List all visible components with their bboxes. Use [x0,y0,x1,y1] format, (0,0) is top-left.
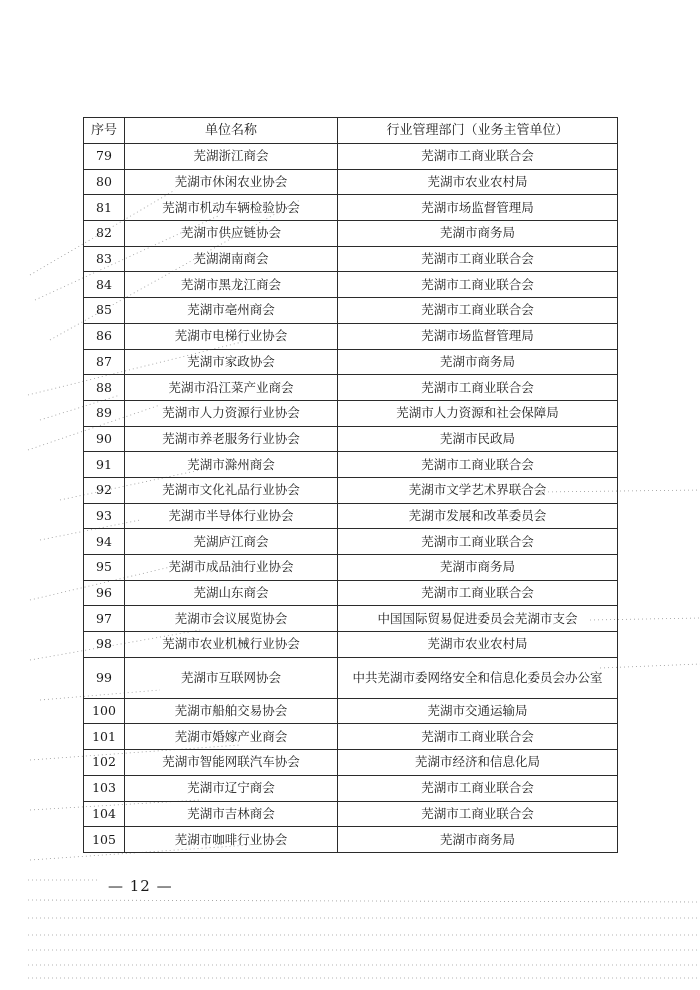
cell-serial-number: 105 [84,827,125,853]
cell-serial-number: 89 [84,400,125,426]
cell-supervising-department: 芜湖市工商业联合会 [338,529,618,555]
cell-serial-number: 81 [84,195,125,221]
table-row [84,400,618,426]
table-body [84,144,618,853]
cell-serial-number: 85 [84,298,125,324]
table-row [84,169,618,195]
table-row [84,452,618,478]
cell-serial-number: 103 [84,775,125,801]
table-row [84,606,618,632]
cell-organization-name: 芜湖市农业机械行业协会 [125,632,338,658]
cell-serial-number: 91 [84,452,125,478]
cell-supervising-department: 芜湖市工商业联合会 [338,298,618,324]
table-row [84,580,618,606]
cell-serial-number: 99 [84,657,125,698]
cell-serial-number: 102 [84,750,125,776]
cell-supervising-department: 芜湖市工商业联合会 [338,724,618,750]
table-row [84,555,618,581]
cell-serial-number: 80 [84,169,125,195]
table-row [84,246,618,272]
cell-organization-name: 芜湖市智能网联汽车协会 [125,750,338,776]
table-row [84,323,618,349]
cell-serial-number: 79 [84,144,125,170]
cell-organization-name: 芜湖市滁州商会 [125,452,338,478]
cell-supervising-department: 芜湖市民政局 [338,426,618,452]
cell-supervising-department: 芜湖市商务局 [338,827,618,853]
table-row [84,750,618,776]
cell-organization-name: 芜湖市咖啡行业协会 [125,827,338,853]
cell-organization-name: 芜湖市辽宁商会 [125,775,338,801]
header-organization-name: 单位名称 [125,118,338,144]
table-row [84,221,618,247]
cell-serial-number: 100 [84,698,125,724]
cell-organization-name: 芜湖市机动车辆检验协会 [125,195,338,221]
table-row [84,195,618,221]
cell-supervising-department: 芜湖市交通运输局 [338,698,618,724]
cell-serial-number: 93 [84,503,125,529]
table-row [84,698,618,724]
cell-supervising-department: 芜湖市人力资源和社会保障局 [338,400,618,426]
table-row [84,477,618,503]
cell-supervising-department: 芜湖市农业农村局 [338,632,618,658]
cell-supervising-department: 芜湖市发展和改革委员会 [338,503,618,529]
table-header-row [84,118,618,144]
table-row [84,503,618,529]
cell-organization-name: 芜湖市沿江菜产业商会 [125,375,338,401]
cell-serial-number: 101 [84,724,125,750]
cell-supervising-department: 芜湖市商务局 [338,555,618,581]
table-row [84,529,618,555]
cell-organization-name: 芜湖市文化礼品行业协会 [125,477,338,503]
cell-organization-name: 芜湖市家政协会 [125,349,338,375]
cell-supervising-department: 芜湖市文学艺术界联合会 [338,477,618,503]
cell-serial-number: 84 [84,272,125,298]
cell-supervising-department: 芜湖市工商业联合会 [338,580,618,606]
cell-supervising-department: 芜湖市商务局 [338,221,618,247]
table-row [84,657,618,698]
cell-organization-name: 芜湖市互联网协会 [125,657,338,698]
header-supervising-department: 行业管理部门（业务主管单位） [338,118,618,144]
cell-serial-number: 95 [84,555,125,581]
cell-serial-number: 98 [84,632,125,658]
table-row [84,426,618,452]
cell-serial-number: 94 [84,529,125,555]
cell-organization-name: 芜湖市半导体行业协会 [125,503,338,529]
cell-supervising-department: 芜湖市商务局 [338,349,618,375]
cell-organization-name: 芜湖浙江商会 [125,144,338,170]
cell-organization-name: 芜湖市会议展览协会 [125,606,338,632]
table-row [84,272,618,298]
cell-supervising-department: 芜湖市场监督管理局 [338,195,618,221]
organization-table [83,117,618,853]
cell-supervising-department: 芜湖市工商业联合会 [338,775,618,801]
cell-organization-name: 芜湖市船舶交易协会 [125,698,338,724]
cell-serial-number: 87 [84,349,125,375]
cell-organization-name: 芜湖市亳州商会 [125,298,338,324]
cell-serial-number: 97 [84,606,125,632]
cell-supervising-department: 芜湖市工商业联合会 [338,375,618,401]
cell-supervising-department: 中国国际贸易促进委员会芜湖市支会 [338,606,618,632]
cell-organization-name: 芜湖市成品油行业协会 [125,555,338,581]
cell-organization-name: 芜湖市吉林商会 [125,801,338,827]
cell-organization-name: 芜湖市人力资源行业协会 [125,400,338,426]
table-row [84,827,618,853]
cell-supervising-department: 芜湖市农业农村局 [338,169,618,195]
cell-organization-name: 芜湖市供应链协会 [125,221,338,247]
table-row [84,144,618,170]
cell-organization-name: 芜湖湖南商会 [125,246,338,272]
cell-organization-name: 芜湖市养老服务行业协会 [125,426,338,452]
cell-serial-number: 82 [84,221,125,247]
cell-organization-name: 芜湖市婚嫁产业商会 [125,724,338,750]
cell-supervising-department: 芜湖市工商业联合会 [338,272,618,298]
cell-serial-number: 96 [84,580,125,606]
cell-supervising-department: 芜湖市工商业联合会 [338,144,618,170]
cell-serial-number: 83 [84,246,125,272]
cell-supervising-department: 芜湖市经济和信息化局 [338,750,618,776]
table-row [84,775,618,801]
table-row [84,349,618,375]
table-row [84,298,618,324]
cell-serial-number: 90 [84,426,125,452]
cell-organization-name: 芜湖市休闲农业协会 [125,169,338,195]
cell-serial-number: 104 [84,801,125,827]
cell-organization-name: 芜湖山东商会 [125,580,338,606]
cell-organization-name: 芜湖庐江商会 [125,529,338,555]
header-serial-number: 序号 [84,118,125,144]
table-row [84,724,618,750]
table-row [84,632,618,658]
page-number: — 12 — [108,877,173,895]
cell-organization-name: 芜湖市电梯行业协会 [125,323,338,349]
cell-serial-number: 88 [84,375,125,401]
cell-organization-name: 芜湖市黑龙江商会 [125,272,338,298]
cell-serial-number: 86 [84,323,125,349]
cell-supervising-department: 芜湖市工商业联合会 [338,801,618,827]
table-row [84,801,618,827]
cell-supervising-department: 芜湖市工商业联合会 [338,246,618,272]
cell-serial-number: 92 [84,477,125,503]
cell-supervising-department: 芜湖市场监督管理局 [338,323,618,349]
organization-table-sheet [83,117,617,853]
table-row [84,375,618,401]
cell-supervising-department: 芜湖市工商业联合会 [338,452,618,478]
cell-supervising-department: 中共芜湖市委网络安全和信息化委员会办公室 [338,657,618,698]
